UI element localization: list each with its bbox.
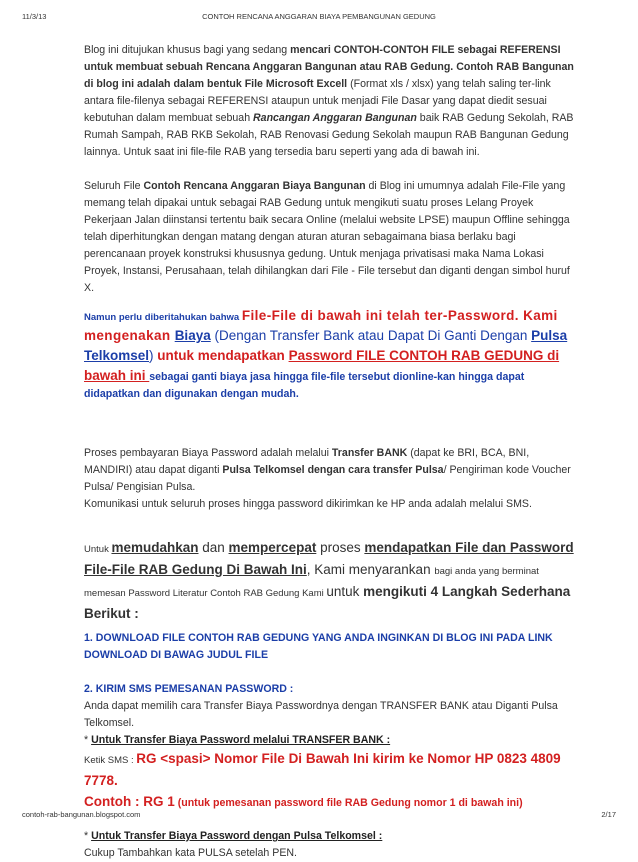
step-2-title: 2. KIRIM SMS PEMESANAN PASSWORD :: [84, 683, 294, 695]
intro-paragraph: Blog ini ditujukan khusus bagi yang sedang mencari CONTOH-CONTOH FILE sebagai REFERENSI untuk membuat sebuah Rencana Anggaran Bangunan atau RAB Gedung. Contoh RAB Bangunan di blog ini adalah dalam bentuk File Microsoft Excell (Format xls / xlsx) yang telah saling ter-link antara file-filenya sebagai REFERENSI ataupun untuk menjadi File Dasar yang dapat diedit sesuai kebutuhan dalam membuat sebuah Rancangan Anggaran Bangunan baik RAB Gedung Sekolah, RAB Rumah Sampah, RAB RKB Sekolah, RAB Renovasi Gedung Sekolah maupun RAB Bangunan Gedung lainnya. Untuk saat ini file-file RAB yang tersedia baru seperti yang ada di bawah ini.: [84, 44, 574, 158]
page-header: [0, 0, 638, 20]
step-2-description: Anda dapat memilih cara Transfer Biaya Passwordnya dengan TRANSFER BANK atau Diganti Pulsa Telkomsel.: [84, 700, 558, 729]
bank-transfer-heading: * Untuk Transfer Biaya Password melalui TRANSFER BANK :: [84, 734, 391, 746]
payment-paragraph: Proses pembayaran Biaya Password adalah melalui Transfer BANK (dapat ke BRI, BCA, BNI, MANDIRI) atau dapat diganti Pulsa Telkomsel dengan cara transfer Pulsa/ Pengiriman kode Voucher Pulsa/ Pengisian Pulsa. Komunikasi untuk seluruh proses hingga password dikirimkan ke HP anda adalah melalui SMS.: [84, 447, 571, 510]
steps-intro: Untuk memudahkan dan mempercepat proses mendapatkan File dan Password File-File RAB Gedung Di Bawah Ini, Kami menyarankan bagi anda yang berminat memesan Password Literatur Contoh RAB Gedung Kami untuk mengikuti 4 Langkah Sederhana Berikut :: [84, 540, 574, 621]
step-1: 1. DOWNLOAD FILE CONTOH RAB GEDUNG YANG ANDA INGINKAN DI BLOG INI PADA LINK DOWNLOAD DI BAWAG JUDUL FILE: [84, 632, 553, 661]
page-number: 2/17: [601, 810, 616, 819]
files-paragraph: Seluruh File Contoh Rencana Anggaran Biaya Bangunan di Blog ini umumnya adalah File-File yang memang telah dipakai untuk sebagai RAB Gedung untuk mengikuti suatu proses Lelang Proyek Pekerjaan Jalan diinstansi tertentu baik secara Online (melalui website LPSE) maupun Offline sehingga telah diperhitungkan dengan matang dengan aturan aturan sebagaimana biasa berlaku bagi perencanaan proyek konstruksi khususnya gedung. Untuk menjaga privatisasi maka Nama Lokasi Proyek, Instansi, Perusahaan, telah dihilangkan dari File - File tersebut dan diganti dengan simbol huruf X.: [84, 180, 570, 294]
biaya-link[interactable]: Biaya: [174, 328, 211, 343]
document-body: [84, 42, 580, 862]
pulsa-telkomsel-link[interactable]: Pulsa Telkomsel: [84, 328, 568, 363]
sms-example: Contoh : RG 1 (untuk pemesanan password file RAB Gedung nomor 1 di bawah ini): [84, 794, 523, 809]
password-notice: Namun perlu diberitahukan bahwa File-File di bawah ini telah ter-Password. Kami mengenakan Biaya (Dengan Transfer Bank atau Dapat Di Ganti Dengan Pulsa Telkomsel) untuk mendapatkan Password FILE CONTOH RAB GEDUNG di bawah ini sebagai ganti biaya jasa hingga file-file tersebut dionline-kan hingga dapat didapatkan dan digunakan dengan mudah.: [84, 308, 568, 400]
password-link[interactable]: Password FILE CONTOH RAB GEDUNG di bawah ini: [84, 348, 560, 383]
header-date: 11/3/13: [22, 12, 47, 21]
header-title: CONTOH RENCANA ANGGARAN BIAYA PEMBANGUNAN GEDUNG: [202, 12, 436, 21]
sms-format: Ketik SMS : RG <spasi> Nomor File Di Bawah Ini kirim ke Nomor HP 0823 4809 7778.: [84, 751, 561, 788]
footer-url: contoh-rab-bangunan.blogspot.com: [22, 810, 141, 819]
pulsa-transfer-heading: * Untuk Transfer Biaya Password dengan Pulsa Telkomsel :: [84, 830, 383, 842]
pulsa-description: Cukup Tambahkan kata PULSA setelah PEN.: [84, 847, 297, 859]
